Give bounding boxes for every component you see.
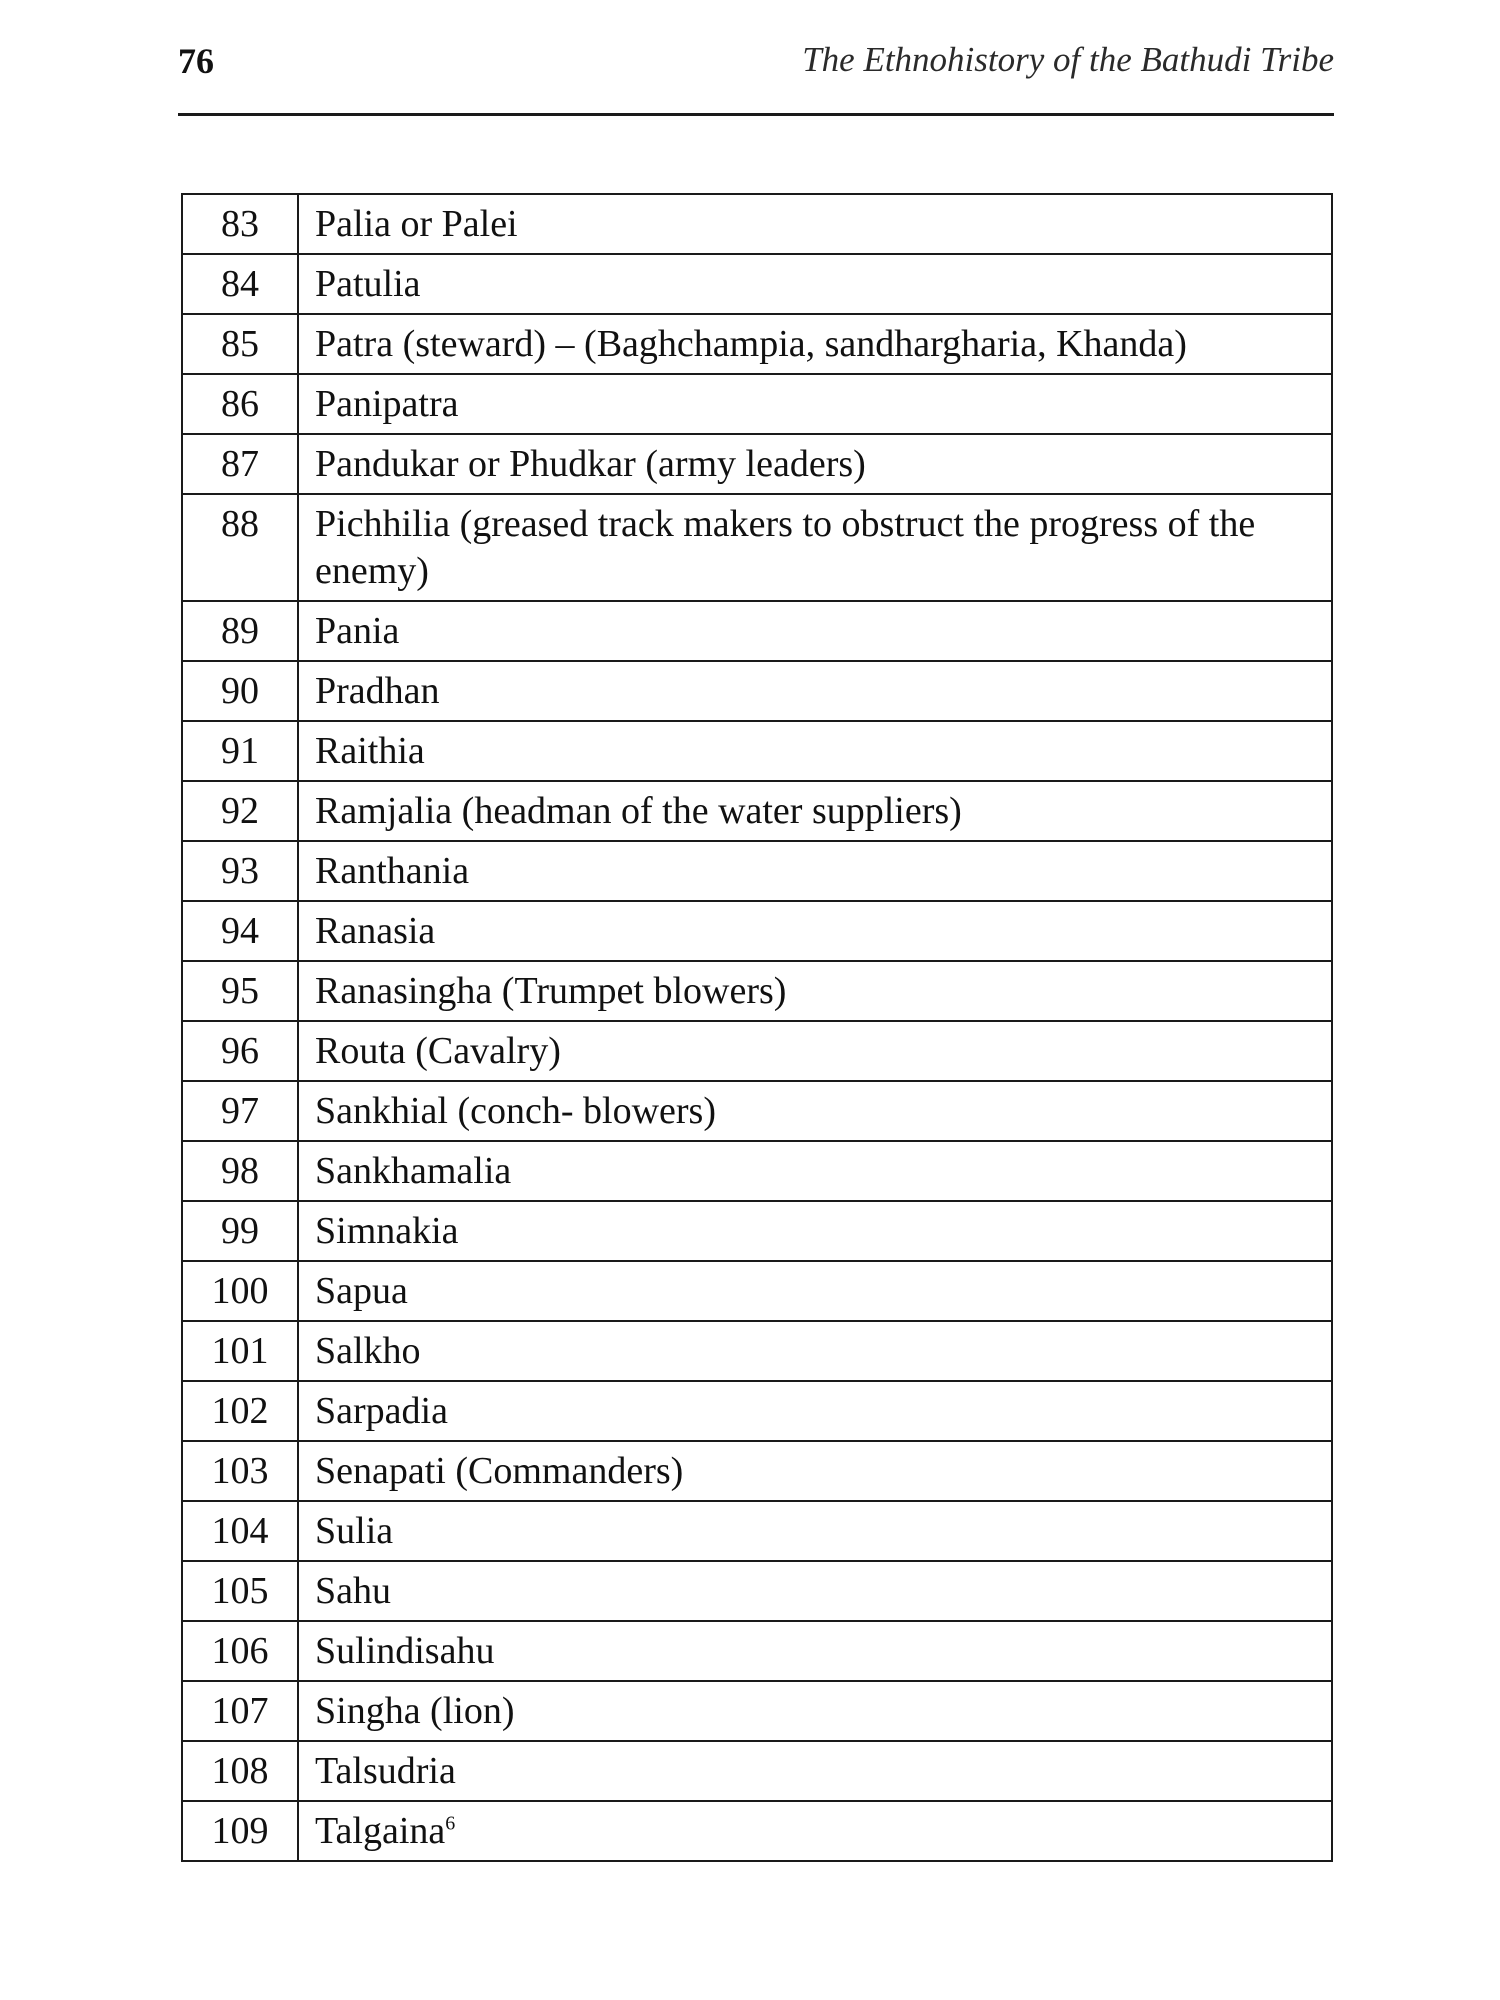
entry-number: 96 [182,1021,298,1081]
table-row [182,661,1332,721]
entry-name: Sapua [315,1270,408,1312]
entry-number: 95 [182,961,298,1021]
entry-number: 93 [182,841,298,901]
entry-name-cell [298,961,1332,1021]
entry-number: 89 [182,601,298,661]
table-row [182,781,1332,841]
entry-number: 109 [182,1801,298,1861]
entry-number: 100 [182,1261,298,1321]
entry-name: Routa (Cavalry) [315,1030,561,1072]
entry-number: 94 [182,901,298,961]
entry-name: Pania [315,610,400,652]
entry-name-cell [298,1801,1332,1861]
table-row [182,374,1332,434]
table-row [182,1681,1332,1741]
table-row [182,494,1332,601]
table-row [182,1441,1332,1501]
table-row [182,961,1332,1021]
page-header [178,40,1334,116]
table-row [182,1081,1332,1141]
entry-name-cell [298,1501,1332,1561]
table-row [182,1501,1332,1561]
entry-number: 92 [182,781,298,841]
table-row [182,901,1332,961]
entry-number: 102 [182,1381,298,1441]
table-row [182,1561,1332,1621]
table-row [182,194,1332,254]
entry-name-cell [298,314,1332,374]
entry-name-cell [298,434,1332,494]
entry-name-cell [298,841,1332,901]
entry-name-cell [298,494,1332,601]
entry-name-cell [298,1201,1332,1261]
entry-name-cell [298,1261,1332,1321]
page-number: 76 [178,41,214,81]
entry-name-cell [298,1081,1332,1141]
entry-name: Patulia [315,263,421,305]
entry-name: Palia or Palei [315,203,518,245]
entry-number: 103 [182,1441,298,1501]
table-row [182,841,1332,901]
entry-name: Sahu [315,1570,391,1612]
running-title: The Ethnohistory of the Bathudi Tribe [802,40,1334,79]
entry-name: Sulindisahu [315,1630,495,1672]
entry-name-cell [298,1741,1332,1801]
entry-name: Ranasingha (Trumpet blowers) [315,970,787,1012]
entry-number: 104 [182,1501,298,1561]
entry-number: 99 [182,1201,298,1261]
entry-name: Sankhial (conch- blowers) [315,1090,716,1132]
entry-number: 107 [182,1681,298,1741]
entry-number: 98 [182,1141,298,1201]
entry-number: 84 [182,254,298,314]
entry-name: Ranthania [315,850,470,892]
entry-name: Salkho [315,1330,421,1372]
entry-name: Ramjalia (headman of the water suppliers) [315,790,962,832]
entry-name: Sarpadia [315,1390,448,1432]
entry-name: Talgaina [315,1810,446,1852]
entry-name-cell [298,781,1332,841]
table-row [182,434,1332,494]
entry-name-cell [298,901,1332,961]
entry-name-cell [298,1561,1332,1621]
entry-name-cell [298,1381,1332,1441]
entry-name-cell [298,601,1332,661]
entry-number: 101 [182,1321,298,1381]
entry-name-cell [298,661,1332,721]
entry-name: Sulia [315,1510,394,1552]
table-row [182,1321,1332,1381]
entry-number: 105 [182,1561,298,1621]
entry-name-cell [298,1321,1332,1381]
entry-number: 106 [182,1621,298,1681]
entry-number: 90 [182,661,298,721]
entry-number: 88 [182,494,298,601]
entry-name-cell [298,1621,1332,1681]
entry-name: Raithia [315,730,425,772]
entry-name: Talsudria [315,1750,456,1792]
entry-name: Patra (steward) – (Baghchampia, sandhargharia, Khanda) [315,323,1187,365]
entries-table [181,193,1333,1862]
table-row [182,1801,1332,1861]
entry-name: Pichhilia (greased track makers to obstruct the progress of the enemy) [315,503,1256,592]
table-row [182,1141,1332,1201]
entry-number: 108 [182,1741,298,1801]
entry-name: Pandukar or Phudkar (army leaders) [315,443,866,485]
entry-name: Panipatra [315,383,459,425]
entry-name-cell [298,374,1332,434]
table-row [182,1621,1332,1681]
table-row [182,1741,1332,1801]
entry-number: 86 [182,374,298,434]
entry-number: 85 [182,314,298,374]
entry-name-cell [298,721,1332,781]
entry-number: 91 [182,721,298,781]
entry-name-cell [298,254,1332,314]
table-row [182,254,1332,314]
entry-name-cell [298,1441,1332,1501]
table-row [182,1021,1332,1081]
footnote-marker: 6 [445,1812,456,1835]
entry-name: Sankhamalia [315,1150,512,1192]
entry-name: Pradhan [315,670,440,712]
entry-name: Singha (lion) [315,1690,515,1732]
table-row [182,314,1332,374]
entry-name-cell [298,1021,1332,1081]
entry-name-cell [298,1681,1332,1741]
entry-name: Simnakia [315,1210,459,1252]
entry-number: 97 [182,1081,298,1141]
table-row [182,721,1332,781]
entry-name-cell [298,194,1332,254]
table-row [182,1201,1332,1261]
entry-name: Ranasia [315,910,436,952]
table-row [182,1261,1332,1321]
entry-number: 87 [182,434,298,494]
entry-name: Senapati (Commanders) [315,1450,684,1492]
entry-number: 83 [182,194,298,254]
table-row [182,1381,1332,1441]
entry-name-cell [298,1141,1332,1201]
table-row [182,601,1332,661]
table-body [182,194,1332,1861]
